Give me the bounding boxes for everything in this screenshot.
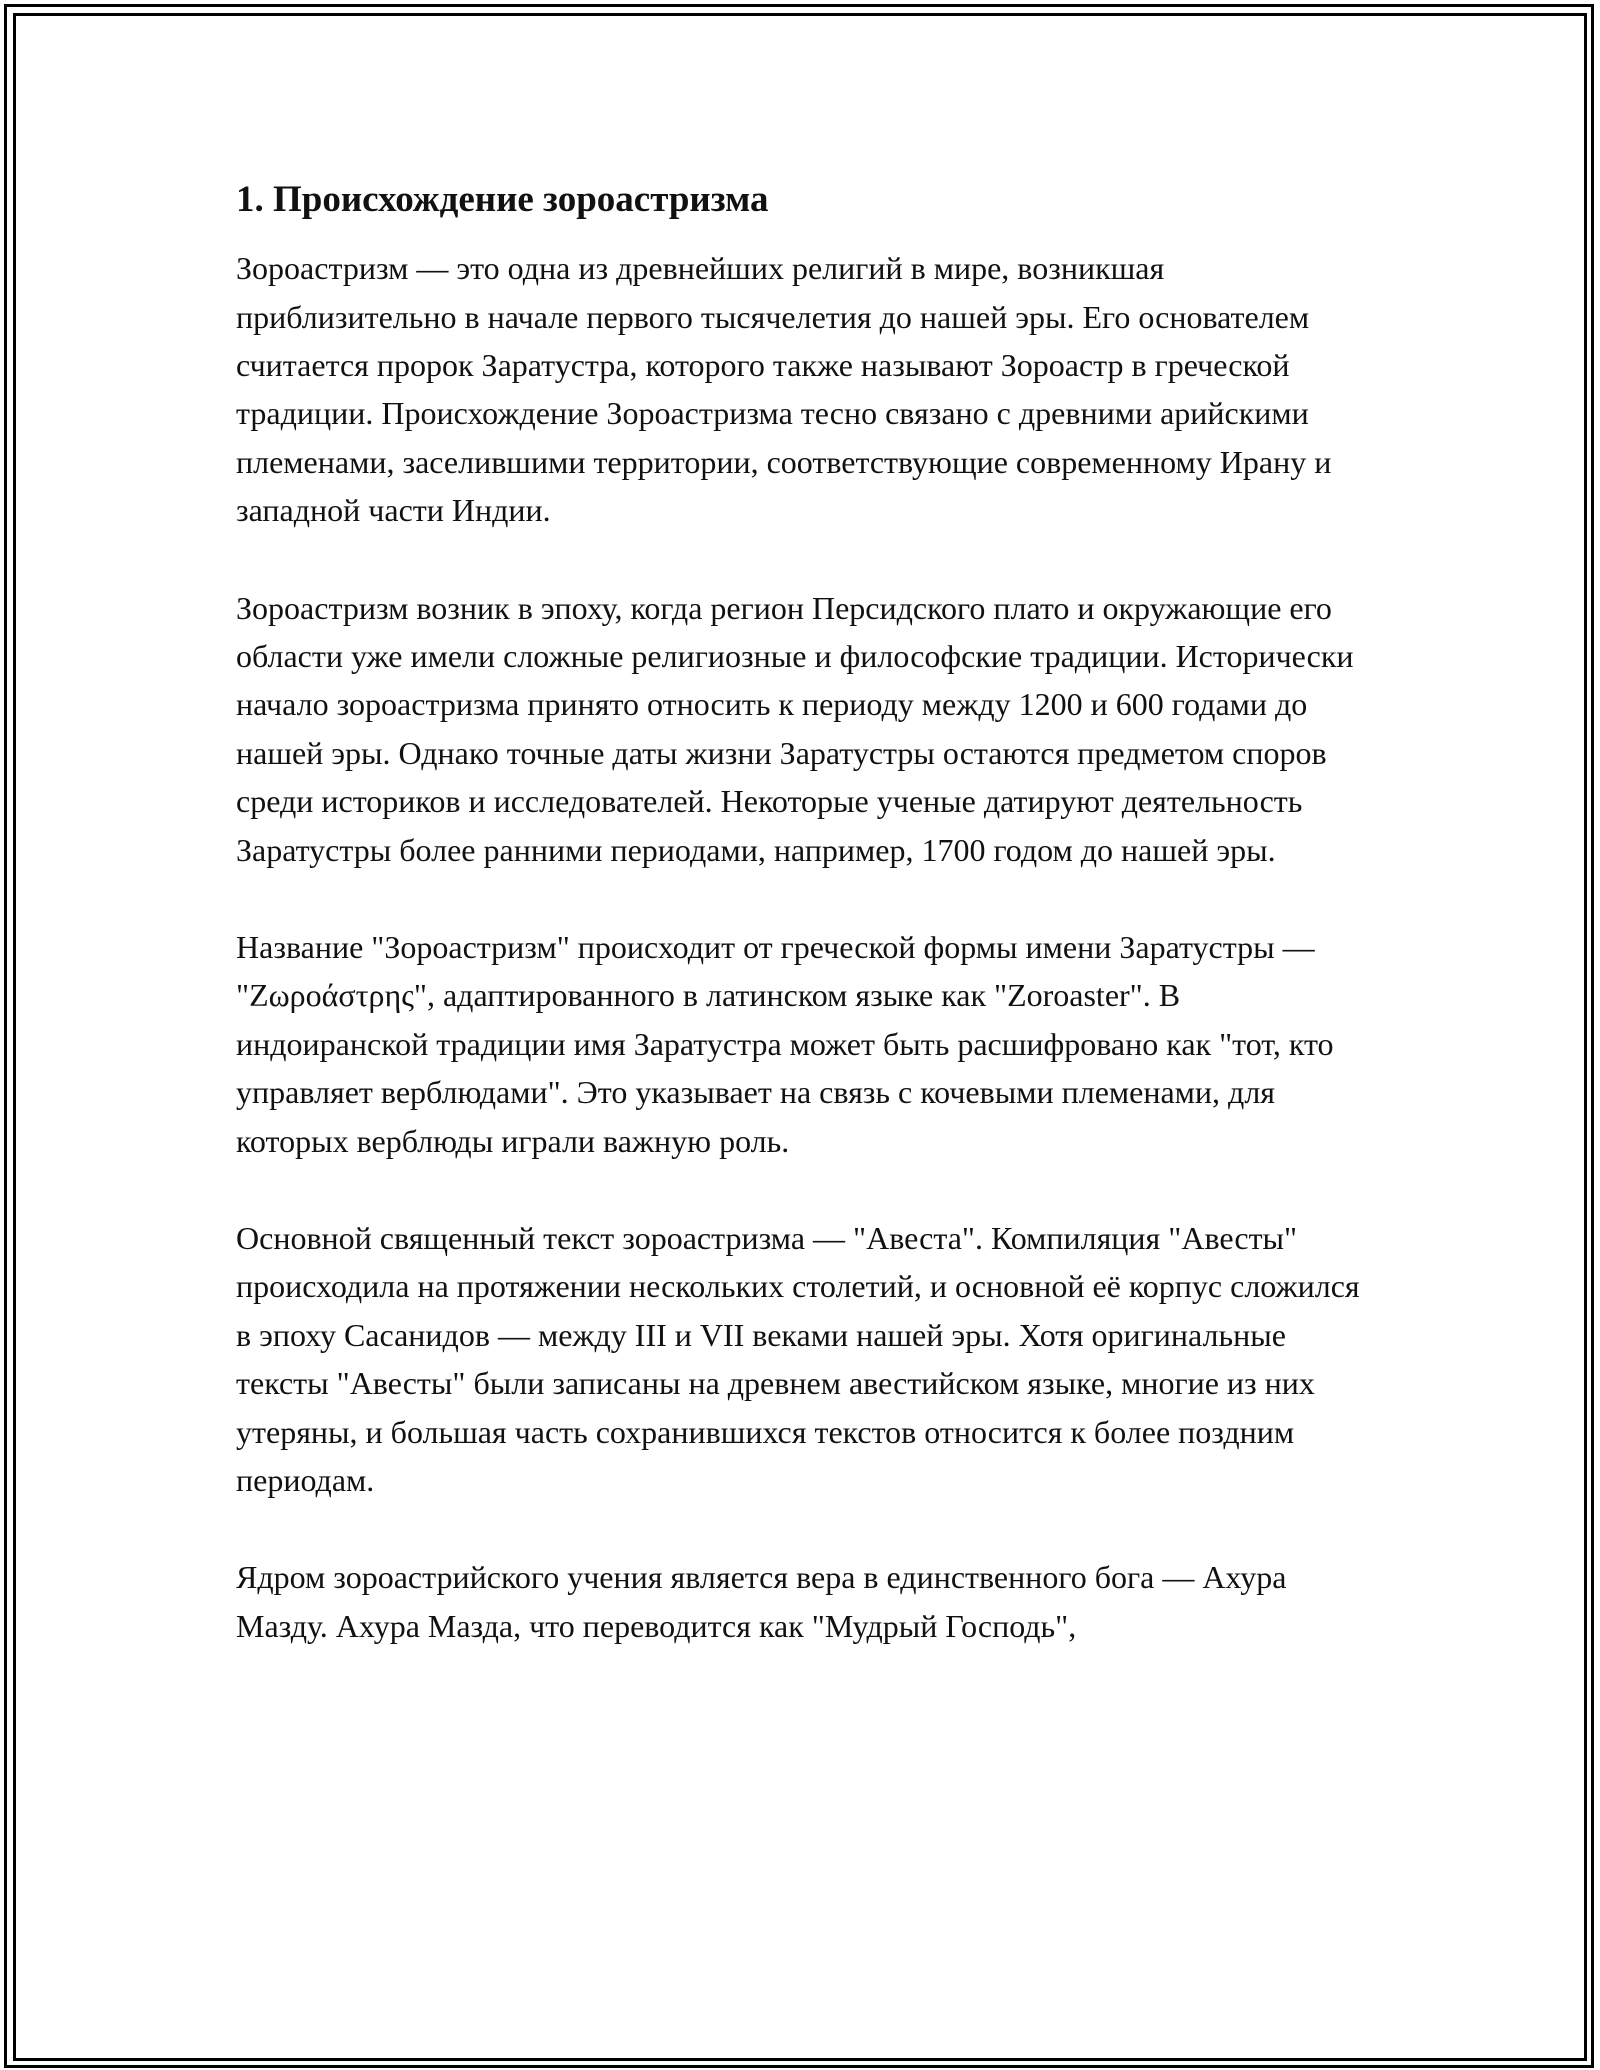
paragraph-2: Зороастризм возник в эпоху, когда регион Персидского плато и окружающие его области уже имели сложные религиозные и философские традиции. Исторически начало зороастризма принято относить к периоду между 1200 и 600 годами до нашей эры. Однако точные даты жизни Заратустры остаются предметом споров среди историков и исследователей. Некоторые ученые датируют деятельность Заратустры более ранними периодами, например, 1700 годом до нашей эры. <box>236 589 1354 868</box>
paragraph-3: Название "Зороастризм" происходит от греческой формы имени Заратустры — "Ζωροάστρης", адаптированного в латинском языке как "Zoroaster". В индоиранской традиции имя Заратустра может быть расшифровано как "тот, кто управляет верблюдами". Это указывает на связь с кочевыми племенами, для которых верблюды играли важную роль. <box>236 928 1334 1159</box>
paragraph-4: Основной священный текст зороастризма — "Авеста". Компиляция "Авесты" происходила на протяжении нескольких столетий, и основной её корпус сложился в эпоху Сасанидов — между III и VII веками нашей эры. Хотя оригинальные тексты "Авесты" были записаны на древнем авестийском языке, многие из них утеряны, и большая часть сохранившихся текстов относится к более поздним периодам. <box>236 1220 1360 1499</box>
paragraph-1: Зороастризм — это одна из древнейших религий в мире, возникшая приблизительно в начале первого тысячелетия до нашей эры. Его основателем считается пророк Заратустра, которого также называют Зороастр в греческой традиции. Происхождение Зороастризма тесно связано с древними арийскими племенами, заселившими территории, соответствующие современному Ирану и западной части Индии. <box>236 250 1332 529</box>
document-page <box>236 176 1366 1699</box>
section-heading: 1. Происхождение зороастризма <box>236 179 769 220</box>
paragraph-5: Ядром зороастрийского учения является вера в единственного бога — Ахура Мазду. Ахура Мазда, что переводится как "Мудрый Господь", <box>236 1559 1287 1644</box>
